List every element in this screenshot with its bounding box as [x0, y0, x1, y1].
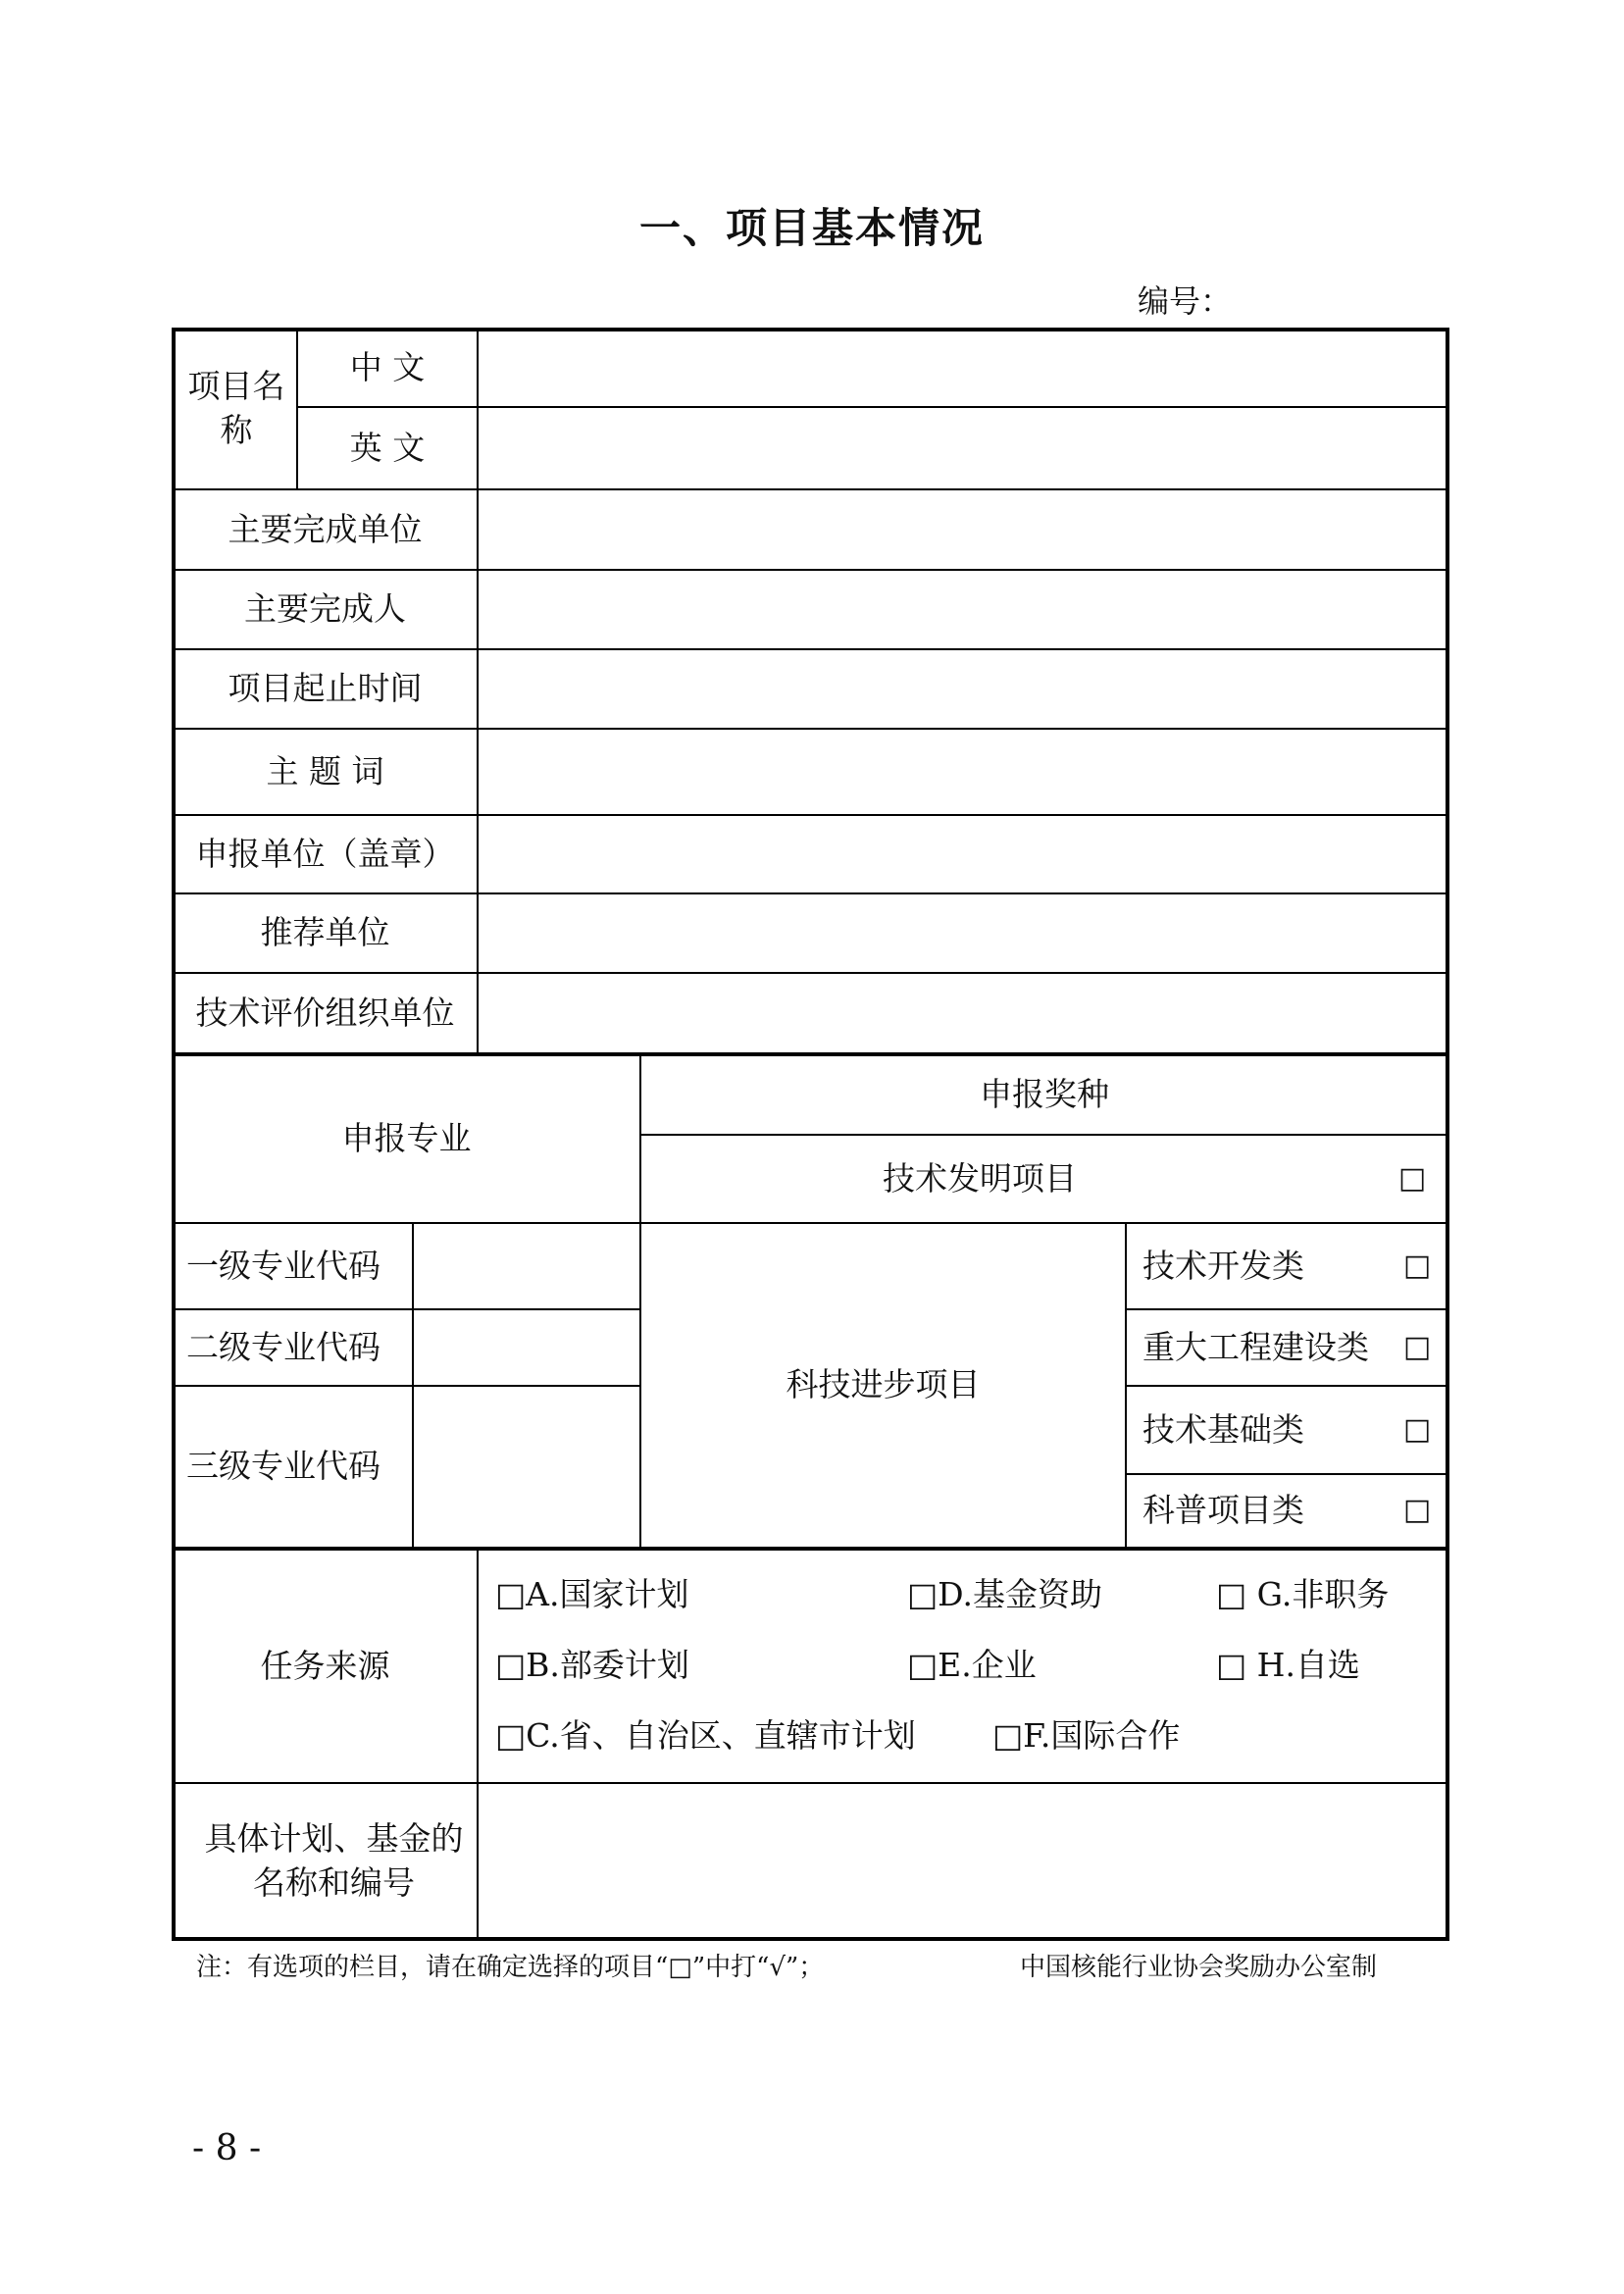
plan-fund-field[interactable]: [479, 1784, 1447, 1939]
page-title: 一、项目基本情况: [638, 204, 985, 252]
sub-tech-dev-checkbox[interactable]: □: [1402, 1248, 1432, 1283]
evaluator-label: 技术评价组织单位: [195, 993, 455, 1032]
option-enterprise[interactable]: □E.企业: [907, 1646, 1037, 1684]
main-unit-field[interactable]: [479, 490, 1447, 569]
option-national-plan[interactable]: □A.国家计划: [495, 1575, 689, 1613]
task-source-label: 任务来源: [260, 1646, 390, 1685]
sub-tech-basic-checkbox[interactable]: □: [1402, 1411, 1432, 1447]
applicant-field[interactable]: [479, 816, 1447, 892]
sub-tech-basic-label: 技术基础类: [1142, 1409, 1304, 1449]
invention-checkbox[interactable]: □: [1397, 1160, 1427, 1196]
option-self-selected[interactable]: □ H.自选: [1216, 1646, 1360, 1684]
chinese-name-field[interactable]: [479, 330, 1447, 406]
english-name-field[interactable]: [479, 408, 1447, 488]
sub-popular-science-checkbox[interactable]: □: [1402, 1493, 1432, 1528]
footnote: 注：有选项的栏目，请在确定选择的项目“□”中打“√”；: [196, 1953, 825, 1982]
plan-fund-label: 具体计划、基金的名称和编号: [204, 1819, 464, 1902]
keywords-label: 主 题 词: [266, 751, 384, 790]
applicant-label: 申报单位（盖章）: [195, 834, 455, 873]
main-unit-label: 主要完成单位: [228, 509, 423, 548]
page-number: - 8 -: [192, 2128, 262, 2168]
option-fund-support[interactable]: □D.基金资助: [907, 1575, 1102, 1613]
level1-code-label: 一级专业代码: [186, 1246, 381, 1285]
option-international[interactable]: □F.国际合作: [992, 1716, 1181, 1755]
main-person-label: 主要完成人: [244, 589, 406, 629]
level3-code-field[interactable]: [414, 1387, 639, 1547]
level3-code-label: 三级专业代码: [186, 1447, 381, 1486]
recommender-label: 推荐单位: [260, 913, 390, 952]
duration-label: 项目起止时间: [228, 669, 423, 708]
sub-tech-dev-label: 技术开发类: [1142, 1246, 1304, 1285]
sub-major-project-label: 重大工程建设类: [1142, 1327, 1369, 1366]
serial-number-label: 编号：: [1138, 282, 1233, 320]
invention-label: 技术发明项目: [883, 1158, 1077, 1198]
level1-code-field[interactable]: [414, 1224, 639, 1308]
progress-label: 科技进步项目: [786, 1365, 981, 1404]
level2-code-label: 二级专业代码: [186, 1327, 381, 1366]
level2-code-field[interactable]: [414, 1310, 639, 1385]
award-type-label: 申报奖种: [980, 1075, 1109, 1114]
english-name-label: 英 文: [349, 428, 426, 467]
chinese-name-label: 中 文: [349, 347, 426, 386]
option-ministry-plan[interactable]: □B.部委计划: [495, 1646, 689, 1684]
sub-popular-science-label: 科普项目类: [1142, 1491, 1304, 1530]
option-provincial-plan[interactable]: □C.省、自治区、直辖市计划: [495, 1716, 916, 1755]
major-label: 申报专业: [341, 1119, 472, 1158]
issuer: 中国核能行业协会奖励办公室制: [1020, 1953, 1378, 1982]
main-person-field[interactable]: [479, 571, 1447, 648]
evaluator-field[interactable]: [479, 974, 1447, 1052]
project-name-label: 项目名称: [187, 367, 285, 449]
keywords-field[interactable]: [479, 730, 1447, 814]
recommender-field[interactable]: [479, 894, 1447, 972]
duration-field[interactable]: [479, 650, 1447, 728]
option-non-duty[interactable]: □ G.非职务: [1216, 1575, 1390, 1613]
sub-major-project-checkbox[interactable]: □: [1402, 1329, 1432, 1364]
